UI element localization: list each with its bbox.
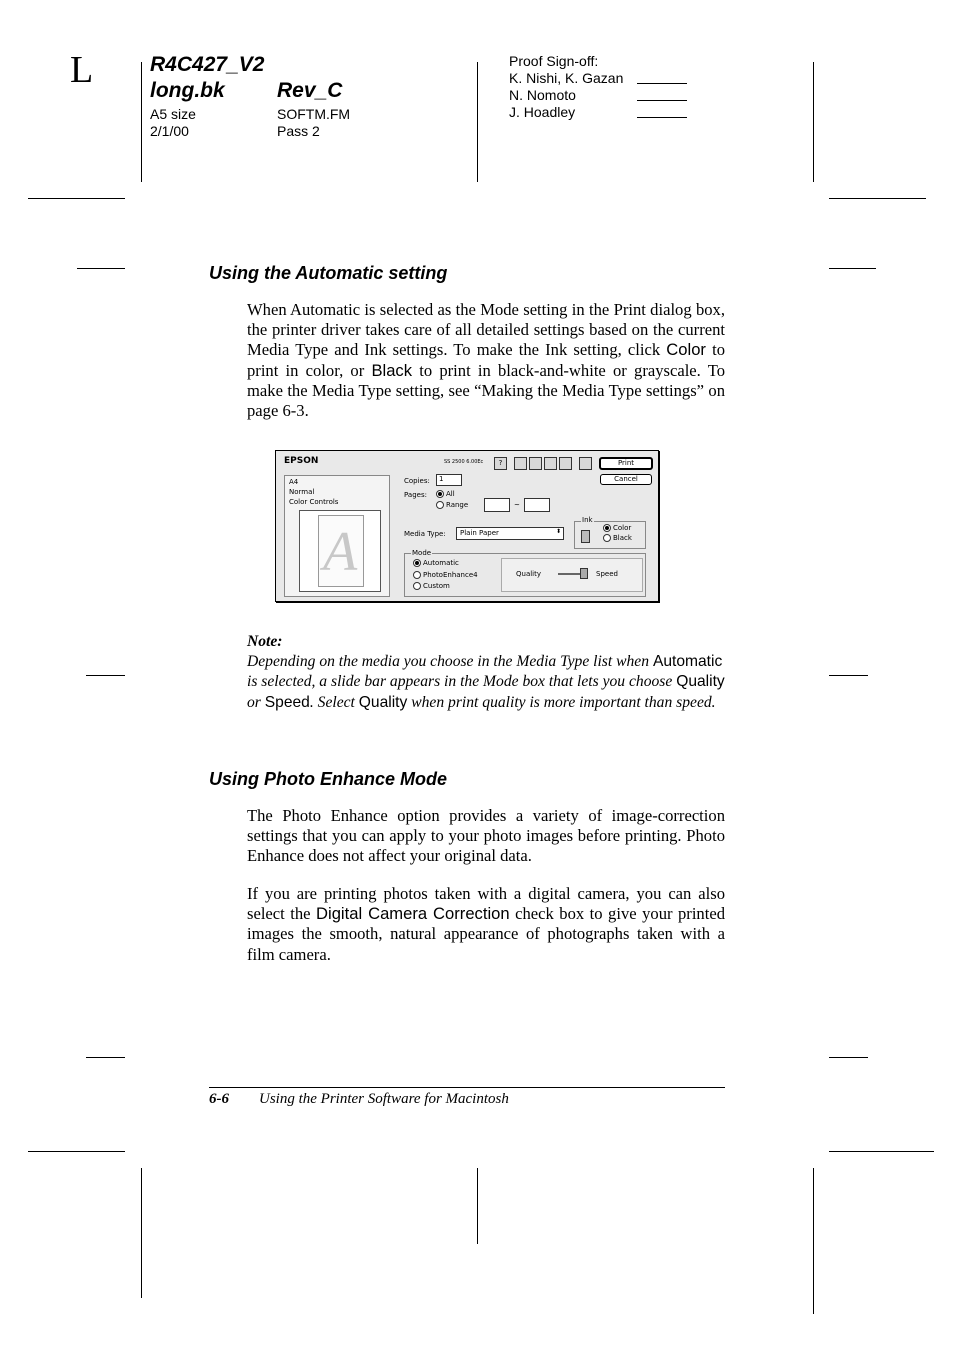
running-title: Using the Printer Software for Macintosh bbox=[259, 1091, 509, 1107]
summary-quality: Normal bbox=[289, 488, 315, 496]
crop-mark bbox=[477, 1168, 478, 1244]
radio-selected-icon bbox=[603, 524, 611, 532]
crop-mark bbox=[86, 1057, 125, 1058]
brand-logo: EPSON bbox=[284, 456, 319, 466]
quality-speed-panel bbox=[501, 558, 643, 592]
crop-mark bbox=[141, 62, 142, 182]
signature-line bbox=[637, 100, 687, 101]
preview-letter: A bbox=[323, 521, 358, 583]
radio-icon bbox=[413, 571, 421, 579]
corner-mark: L bbox=[70, 49, 94, 91]
preview-sheet bbox=[318, 515, 364, 587]
radio-icon bbox=[413, 582, 421, 590]
slider-thumb[interactable] bbox=[580, 568, 588, 579]
pass-number: Pass 2 bbox=[277, 123, 320, 139]
mode-custom-radio[interactable] bbox=[413, 582, 450, 590]
ui-term: Digital Camera Correction bbox=[316, 904, 510, 924]
signer-name: J. Hoadley bbox=[509, 104, 576, 120]
section-heading: Using the Automatic setting bbox=[209, 263, 448, 283]
crop-mark bbox=[477, 62, 478, 182]
ink-color-label: Color bbox=[613, 524, 632, 532]
copies-value: 1 bbox=[439, 475, 444, 483]
ui-term: Black bbox=[371, 360, 413, 380]
copies-label: Copies: bbox=[404, 477, 430, 485]
ui-term: Speed bbox=[264, 693, 310, 711]
proof-title: Proof Sign-off: bbox=[509, 53, 599, 69]
ink-group bbox=[574, 516, 646, 549]
radio-icon bbox=[603, 534, 611, 542]
text-run: If you are printing photos taken with a digital camera, you can also select the bbox=[247, 884, 725, 924]
mode-group bbox=[404, 549, 646, 597]
page-number: 6-6 bbox=[209, 1091, 229, 1107]
print-dialog-screenshot bbox=[275, 450, 659, 602]
body-paragraph: The Photo Enhance option provides a variety of image-correction settings that you can apply to your photo images before printing. Photo Enhance does not affect your original data. bbox=[247, 806, 725, 866]
settings-summary bbox=[284, 475, 390, 597]
pages-label: Pages: bbox=[404, 491, 427, 499]
ui-term: Color bbox=[666, 340, 706, 360]
range-to-input[interactable] bbox=[524, 498, 550, 512]
signature-line bbox=[637, 83, 687, 84]
crop-mark bbox=[813, 62, 814, 182]
doc-meta bbox=[150, 106, 350, 140]
proof-signoff bbox=[509, 53, 687, 121]
body-paragraph bbox=[247, 300, 725, 421]
radio-selected-icon bbox=[436, 490, 444, 498]
doc-code-line1: R4C427_V2 bbox=[150, 53, 265, 76]
media-type-value: Plain Paper bbox=[460, 529, 499, 537]
section-heading: Using Photo Enhance Mode bbox=[209, 769, 448, 789]
ink-label: Ink bbox=[582, 516, 593, 524]
background-print-icon[interactable] bbox=[559, 457, 572, 470]
help-icon[interactable]: ? bbox=[494, 457, 507, 470]
mode-photoenhance-radio[interactable] bbox=[413, 571, 478, 579]
paper-size: A5 size bbox=[150, 106, 196, 122]
mode-label: Mode bbox=[412, 549, 432, 557]
speed-label: Speed bbox=[596, 570, 618, 578]
print-button[interactable]: Print bbox=[599, 457, 653, 470]
layout-icon[interactable] bbox=[544, 457, 557, 470]
doc-code bbox=[150, 52, 342, 104]
crop-mark bbox=[829, 268, 876, 269]
crop-mark bbox=[829, 675, 868, 676]
utility-icon[interactable] bbox=[514, 457, 527, 470]
crop-mark bbox=[77, 268, 125, 269]
text-run: Depending on the media you choose in the Media Type list when bbox=[247, 653, 653, 670]
signer-name: K. Nishi, K. Gazan bbox=[509, 70, 624, 86]
ink-black-radio[interactable] bbox=[603, 534, 632, 542]
crop-mark bbox=[829, 1151, 934, 1152]
crop-mark bbox=[28, 1151, 125, 1152]
crop-mark bbox=[829, 198, 926, 199]
body-paragraph bbox=[247, 884, 725, 965]
radio-selected-icon bbox=[413, 559, 421, 567]
crop-mark bbox=[829, 1057, 868, 1058]
preview-icon[interactable] bbox=[579, 457, 592, 470]
mode-automatic-radio[interactable] bbox=[413, 559, 459, 567]
mode-option-label: PhotoEnhance4 bbox=[423, 571, 478, 579]
note-label: Note: bbox=[247, 633, 283, 650]
range-from-input[interactable] bbox=[484, 498, 510, 512]
range-separator: ~ bbox=[514, 501, 520, 509]
doc-code-line2 bbox=[150, 78, 342, 104]
footer-rule bbox=[209, 1087, 725, 1088]
text-run: to print in color, or bbox=[247, 340, 725, 380]
text-run: . Select bbox=[309, 693, 359, 711]
page-preview bbox=[299, 510, 381, 592]
revision: Rev_C bbox=[277, 79, 343, 102]
doc-date: 2/1/00 bbox=[150, 123, 189, 139]
ui-term: Automatic bbox=[652, 653, 723, 670]
radio-icon bbox=[436, 501, 444, 509]
pages-range-radio[interactable] bbox=[436, 501, 468, 509]
copies-input[interactable] bbox=[436, 474, 462, 486]
ink-cartridge-icon bbox=[581, 530, 590, 543]
crop-mark bbox=[86, 675, 125, 676]
mode-option-label: Custom bbox=[423, 582, 450, 590]
text-run: When Automatic is selected as the Mode setting in the Print dialog box, the printer driver takes care of all detailed settings based on the current Media Type and Ink settings. To make the Ink setting, click bbox=[247, 300, 725, 360]
summary-paper: A4 bbox=[289, 478, 299, 486]
text-run: to print in black-and-white or grayscale. To make the Media Type setting, see “Making the Media Type settings” on page 6-3. bbox=[247, 360, 725, 421]
text-run: when print quality is more important than speed. bbox=[407, 693, 716, 711]
crop-mark bbox=[28, 198, 125, 199]
file-name: SOFTM.FM bbox=[277, 106, 351, 122]
note-text bbox=[247, 652, 725, 713]
crop-mark bbox=[141, 1168, 142, 1298]
signature-line bbox=[637, 117, 687, 118]
cancel-button[interactable]: Cancel bbox=[600, 474, 652, 485]
summary-color: Color Controls bbox=[289, 498, 339, 506]
signer-name: N. Nomoto bbox=[509, 87, 576, 103]
pages-range-label: Range bbox=[446, 501, 469, 509]
mode-option-label: Automatic bbox=[423, 559, 459, 567]
text-run: is selected, a slide bar appears in the Mode box that lets you choose bbox=[247, 673, 677, 691]
pages-all-label: All bbox=[446, 490, 455, 498]
pages-all-radio[interactable] bbox=[436, 490, 455, 498]
text-run: check box to give your printed images the smooth, natural appearance of photographs taken with a film camera. bbox=[247, 904, 725, 964]
text-run: or bbox=[247, 693, 265, 711]
quality-label: Quality bbox=[516, 570, 542, 578]
ink-color-radio[interactable] bbox=[603, 524, 631, 532]
driver-version: SS 2500 6.00Ес bbox=[444, 459, 484, 465]
chevron-updown-icon: ⬍ bbox=[555, 528, 561, 535]
book-name: long.bk bbox=[150, 79, 225, 102]
page-setup-icon[interactable] bbox=[529, 457, 542, 470]
ui-term: Quality bbox=[358, 693, 408, 711]
ink-black-label: Black bbox=[613, 534, 632, 542]
media-type-label: Media Type: bbox=[404, 530, 446, 538]
media-type-select[interactable] bbox=[456, 527, 564, 540]
crop-mark bbox=[813, 1168, 814, 1314]
ui-term: Quality bbox=[676, 673, 725, 691]
